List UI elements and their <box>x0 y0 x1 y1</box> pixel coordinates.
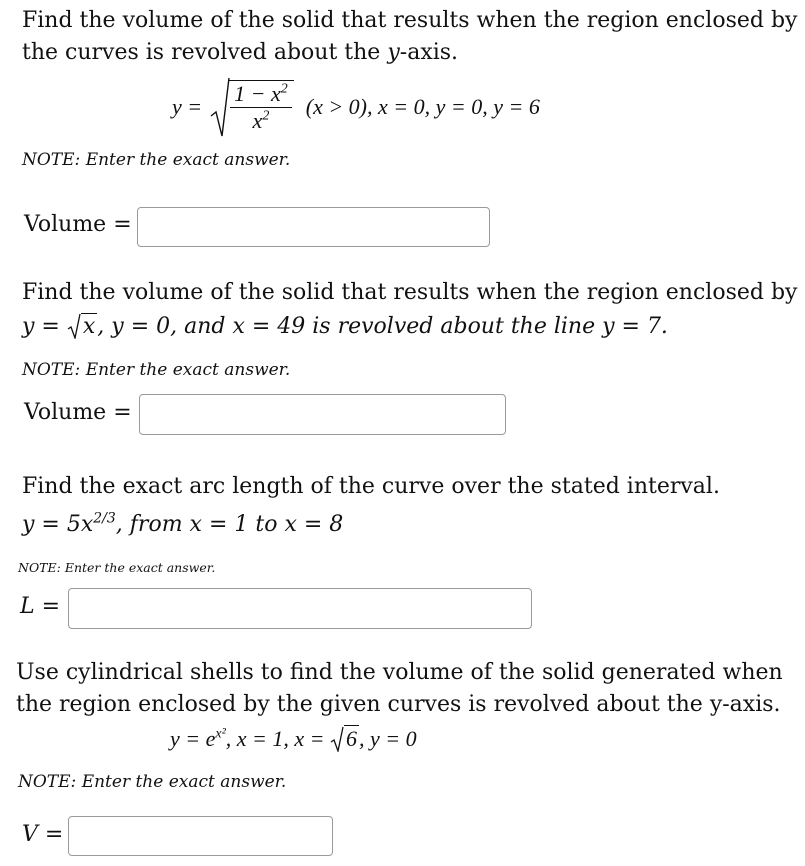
problem-1-text-line-2 <box>22 36 458 69</box>
problem-1-frac-numerator: $1 - x^2$ <box>230 81 292 108</box>
problem-1-text-line-1: Find the volume of the solid that results when the region enclosed by <box>22 8 798 33</box>
problem-1-answer-label: Volume = <box>24 212 132 237</box>
problem-1-frac-denominator: $x^2$ <box>252 108 270 133</box>
problem-1-fraction <box>228 80 294 134</box>
problem-1-sqrt <box>210 76 294 138</box>
problem-4-answer-label: V = <box>22 822 64 847</box>
problem-1-axis-variable: y <box>387 40 400 65</box>
problem-4-volume-input[interactable] <box>68 816 333 856</box>
problem-1-eq-conditions: (x > 0), x = 0, y = 0, y = 6 <box>305 94 540 119</box>
problem-2-text-line-2 <box>22 310 668 343</box>
problem-1-volume-input[interactable] <box>137 207 490 247</box>
problem-1-text-line-2a: the curves is revolved about the <box>22 40 388 65</box>
problem-2-text-line-1: Find the volume of the solid that results when the region enclosed by <box>22 280 798 305</box>
problem-1-eq-lhs: y = <box>172 94 203 119</box>
problem-3-answer-label: L = <box>20 594 61 619</box>
problem-4-sqrt: 6 <box>330 726 359 752</box>
problem-2-line-2-part-2: , y = 0, and x = 49 is revolved about the line y = 7. <box>97 314 668 339</box>
problem-4-equation: $y = e^{x^2}$, x = 1, x = 6, y = 0 <box>170 726 417 751</box>
problem-4-note: NOTE: Enter the exact answer. <box>18 772 287 792</box>
problem-2-sqrt: x <box>67 310 97 343</box>
problem-4-text-line-2: the region enclosed by the given curves is revolved about the y-axis. <box>16 692 781 717</box>
problem-2-volume-input[interactable] <box>139 394 506 435</box>
problem-3-text-line-1: Find the exact arc length of the curve over the stated interval. <box>22 474 720 499</box>
problem-3-note: NOTE: Enter the exact answer. <box>18 560 216 575</box>
radical-sign-icon <box>330 726 344 752</box>
problem-2-answer-label: Volume = <box>24 400 132 425</box>
problem-3-text-line-2: $y = 5x^{2/3}$, from x = 1 to x = 8 <box>22 510 344 537</box>
problem-1-note: NOTE: Enter the exact answer. <box>22 150 291 170</box>
problem-1-text-line-2b: -axis. <box>399 40 459 65</box>
problem-3-arc-length-input[interactable] <box>68 588 532 629</box>
radical-sign-icon <box>67 313 81 339</box>
problem-2-line-2-part-1: y = <box>22 314 67 339</box>
problem-4-text-line-1: Use cylindrical shells to find the volume of the solid generated when <box>16 660 783 685</box>
radical-sign-icon <box>210 76 230 138</box>
problem-1-equation <box>172 72 540 142</box>
problem-2-note: NOTE: Enter the exact answer. <box>22 360 291 380</box>
